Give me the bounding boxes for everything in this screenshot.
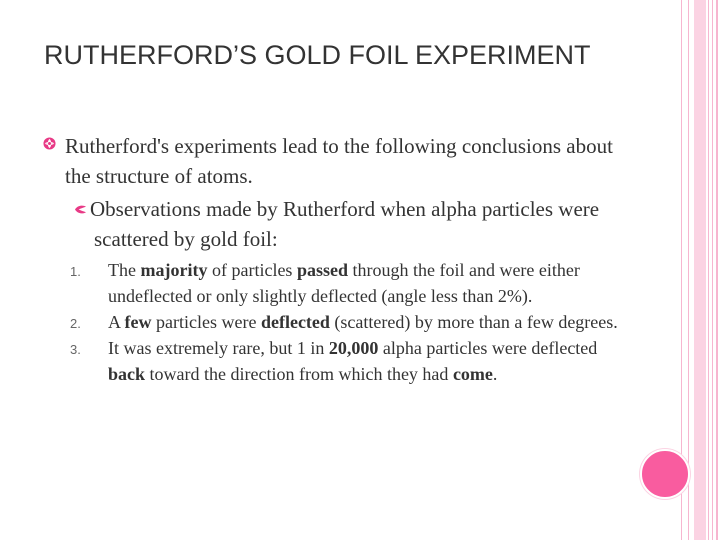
decorative-stripe — [712, 0, 713, 540]
list-item — [70, 309, 630, 335]
observations-list — [70, 257, 630, 387]
item-bold: come — [452, 364, 493, 384]
item-text: It was extremely rare, but 1 in — [108, 338, 329, 358]
item-text: . — [492, 364, 498, 384]
item-bold: few — [124, 312, 152, 332]
item-bold: deflected — [260, 312, 330, 332]
list-number: 1. — [70, 264, 81, 279]
item-bold: back — [108, 364, 146, 384]
item-text: The — [108, 260, 141, 280]
item-text: alpha particles were deflected — [378, 338, 598, 358]
decorative-stripe — [708, 0, 709, 540]
item-text: A — [108, 312, 125, 332]
item-bold: majority — [140, 260, 208, 280]
list-item — [70, 335, 630, 387]
sub-bullet-paragraph — [74, 194, 644, 254]
decorative-stripe — [694, 0, 706, 540]
list-number: 2. — [70, 316, 81, 331]
item-text: particles were — [151, 312, 261, 332]
decorative-stripe — [716, 0, 718, 540]
list-item — [70, 257, 630, 309]
decorative-circle — [640, 449, 690, 499]
wing-bullet-icon — [74, 204, 87, 215]
sub-bullet-text: Observations made by Rutherford when alpha particles were scattered by gold foil: — [90, 197, 600, 251]
item-text: through the foil and were either undeflected or only slightly deflected (angle less than 2%). — [108, 260, 580, 306]
item-text: toward the direction from which they had — [145, 364, 453, 384]
item-text: of particles — [207, 260, 297, 280]
item-bold: passed — [296, 260, 348, 280]
petal-bullet-icon — [43, 137, 56, 150]
list-number: 3. — [70, 342, 81, 357]
decorative-stripe — [688, 0, 689, 540]
item-text: (scattered) by more than a few degrees. — [329, 312, 618, 332]
intro-paragraph: Rutherford's experiments lead to the following conclusions about the structure of atoms. — [65, 134, 613, 188]
slide-title: RUTHERFORD’S GOLD FOIL EXPERIMENT — [44, 40, 591, 70]
item-bold: 20,000 — [328, 338, 379, 358]
